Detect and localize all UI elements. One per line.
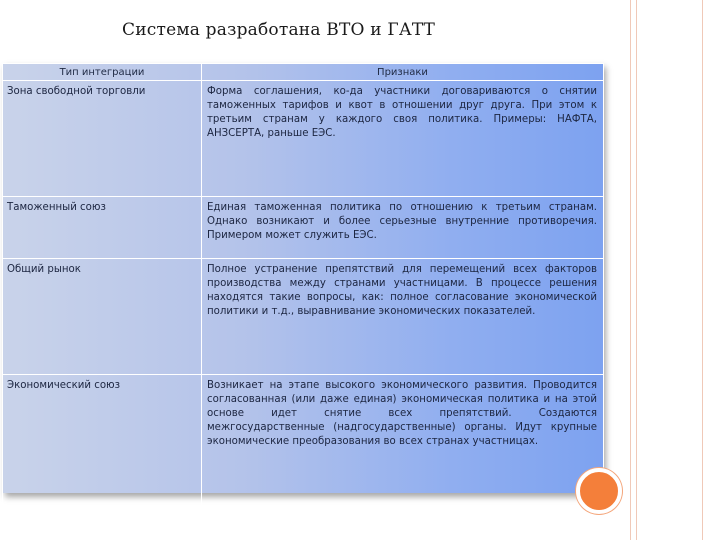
integration-type-cell: Общий рынок: [3, 259, 202, 375]
integration-signs-cell: Единая таможенная политика по отношению к третьим странам. Однако возникают и более серьезные внутренние противоречия. Примером может служить ЕЭС.: [202, 197, 604, 259]
column-header-type: Тип интеграции: [3, 64, 202, 81]
integration-type-cell: Экономический союз: [3, 375, 202, 513]
slide-title: Система разработана ВТО и ГАТТ: [122, 20, 435, 40]
integration-signs-cell: Форма соглашения, ко-да участники договариваются о снятии таможенных тарифов и квот в отношении друг друга. При этом к третьим странам у каждого своя политика. Примеры: НАФТА, АНЗСЕРТА, раньше ЕЭС.: [202, 81, 604, 197]
integration-signs-cell: Возникает на этапе высокого экономического развития. Проводится согласованная (или даже единая) экономическая политика и на этой основе идет снятие всех препятствий. Создаются межгосударственные (надгосударственные) органы. Идут крупные экономические преобразования во всех странах участницах.: [202, 375, 604, 513]
decorative-rule: [702, 0, 703, 540]
column-header-signs: Признаки: [202, 64, 604, 81]
integration-table: [2, 63, 603, 493]
integration-type-cell: Зона свободной торговли: [3, 81, 202, 197]
table-row: [3, 81, 604, 197]
integration-signs-cell: Полное устранение препятствий для перемещений всех факторов производства между странами участницами. В процессе решения находятся такие вопросы, как: полное согласование экономической политики и т.д., выравнивание экономических показателей.: [202, 259, 604, 375]
table-header-row: [3, 64, 604, 81]
integration-types-table: [2, 63, 604, 513]
table-row: [3, 375, 604, 513]
decorative-rule: [630, 0, 631, 540]
table-row: [3, 259, 604, 375]
table-row: [3, 197, 604, 259]
decorative-circle: [576, 468, 622, 514]
decorative-rule: [636, 0, 637, 540]
integration-type-cell: Таможенный союз: [3, 197, 202, 259]
